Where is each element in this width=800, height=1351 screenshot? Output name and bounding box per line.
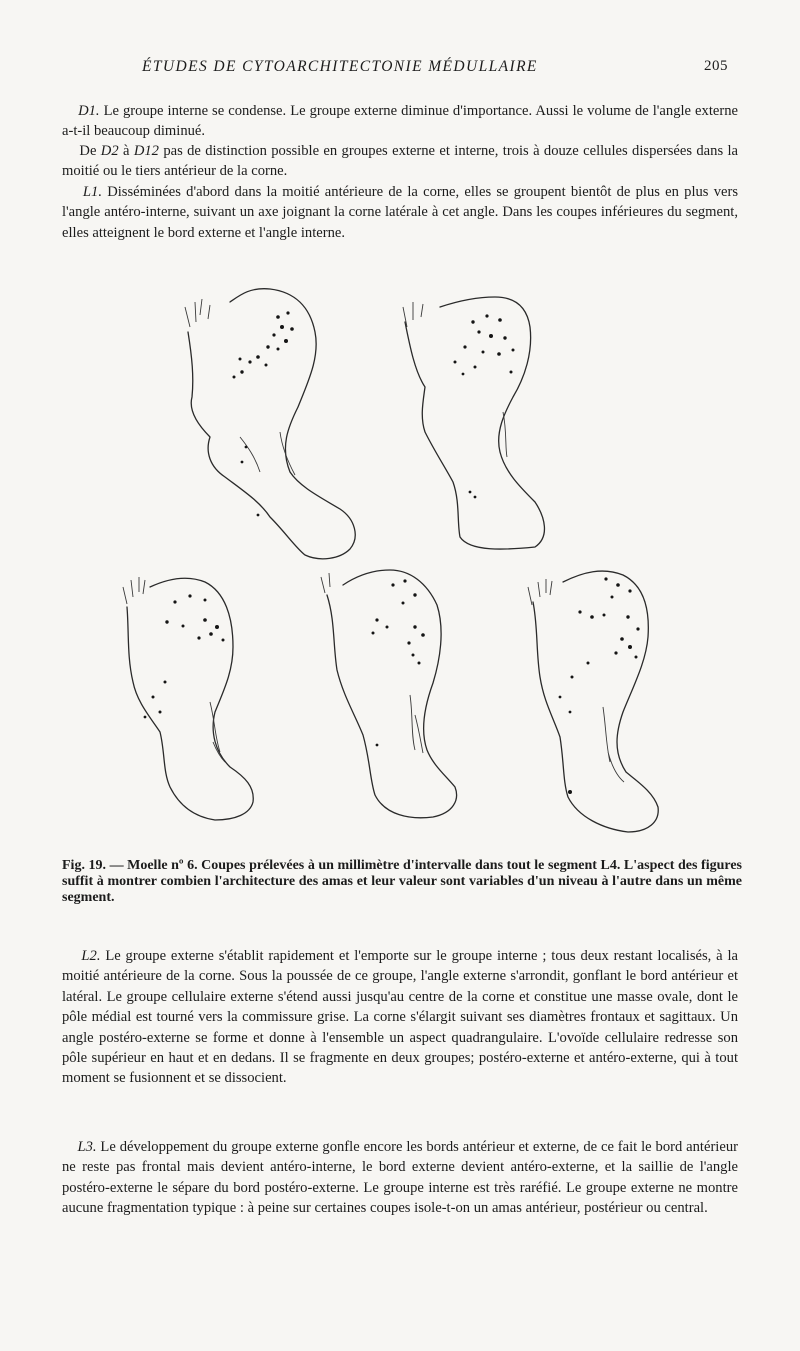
paragraph-l1: [62, 182, 738, 243]
section-drawing-4: [321, 570, 457, 818]
section-label: L1.: [82, 184, 102, 200]
paragraph-d1: [62, 101, 738, 142]
paragraph-text: pas de distinction possible en groupes externe et interne, trois à douze cellules dispersées dans la moitié ou le tiers antérieur de la corne.: [62, 143, 739, 180]
paragraph-text: Le groupe externe s'établit rapidement et l'emporte sur le groupe interne ; tous deux restant localisés, à la moitié antérieure de la corne. Sous la poussée de ce groupe, l'angle externe s'arrondit, gonflant le bord antérieur et latéral. Le groupe cellulaire externe s'étend aussi jusqu'au centre de la corne et constitue une masse ovale, dont le pôle médial est tourné vers la commissure grise. La corne s'élargit suivant ses diamètres frontaux et sagittaux. Un angle postéro-externe se forme et donne à l'ensemble un aspect quadrangulaire. L'ovoïde cellulaire redresse son pôle supérieur en haut et en dedans. Il se fragmente en deux groupes; postéro-externe et antéro-externe, qui à tout moment se fusionnent et se dissocient.: [62, 948, 739, 1087]
section-label: D1.: [78, 103, 100, 119]
paragraph-text: Le développement du groupe externe gonfle encore les bords antérieur et externe, de ce fait le bord antérieur ne reste pas frontal mais devient antéro-interne, le bord externe devient antéro-externe, et la saillie de l'angle postéro-externe le sépare du bord postéro-externe. Le groupe interne est très raréfié. Le groupe externe ne montre aucune fragmentation typique : à peine sur certaines coupes isole-t-on un amas antérieur, postérieur ou central.: [62, 1139, 738, 1217]
section-label: D2: [100, 143, 119, 159]
paragraph-text: à: [118, 143, 134, 159]
section-label: L3.: [77, 1139, 97, 1155]
section-drawing-5: [528, 571, 658, 832]
section-label: L2.: [81, 948, 101, 964]
paragraph-l3: [62, 1137, 738, 1219]
paragraph-text: Le groupe interne se condense. Le groupe externe diminue d'importance. Aussi le volume de l'angle externe a-t-il beaucoup diminué.: [62, 103, 738, 140]
section-drawing-2: [403, 297, 544, 549]
figure-caption: Fig. 19. — Moelle nº 6. Coupes prélevées à un millimètre d'intervalle dans tout le segment L4. L'aspect des figures suffit à montrer combien l'architecture des amas et leur valeur sont variables d'un niveau à l'autre dans un même segment.: [62, 858, 742, 905]
running-header: [62, 58, 738, 82]
section-drawing-3: [123, 577, 253, 820]
paragraph-d2-d12: [62, 141, 738, 182]
paragraph-text: Disséminées d'abord dans la moitié antérieure de la corne, elles se groupent bientôt de plus en plus vers l'angle antéro-interne, suivant un axe joignant la corne latérale à cet angle. Dans les coupes inférieures du segment, elles atteignent le bord externe et l'angle interne.: [62, 184, 739, 241]
paragraph-text: De: [79, 143, 101, 159]
running-title: ÉTUDES DE CYTOARCHITECTONIE MÉDULLAIRE: [142, 58, 538, 75]
section-drawing-1: [185, 289, 355, 559]
paragraph-l2: [62, 946, 738, 1089]
section-label: D12: [133, 143, 159, 159]
page-number: 205: [704, 58, 728, 74]
figure-19-drawings: [110, 282, 670, 852]
